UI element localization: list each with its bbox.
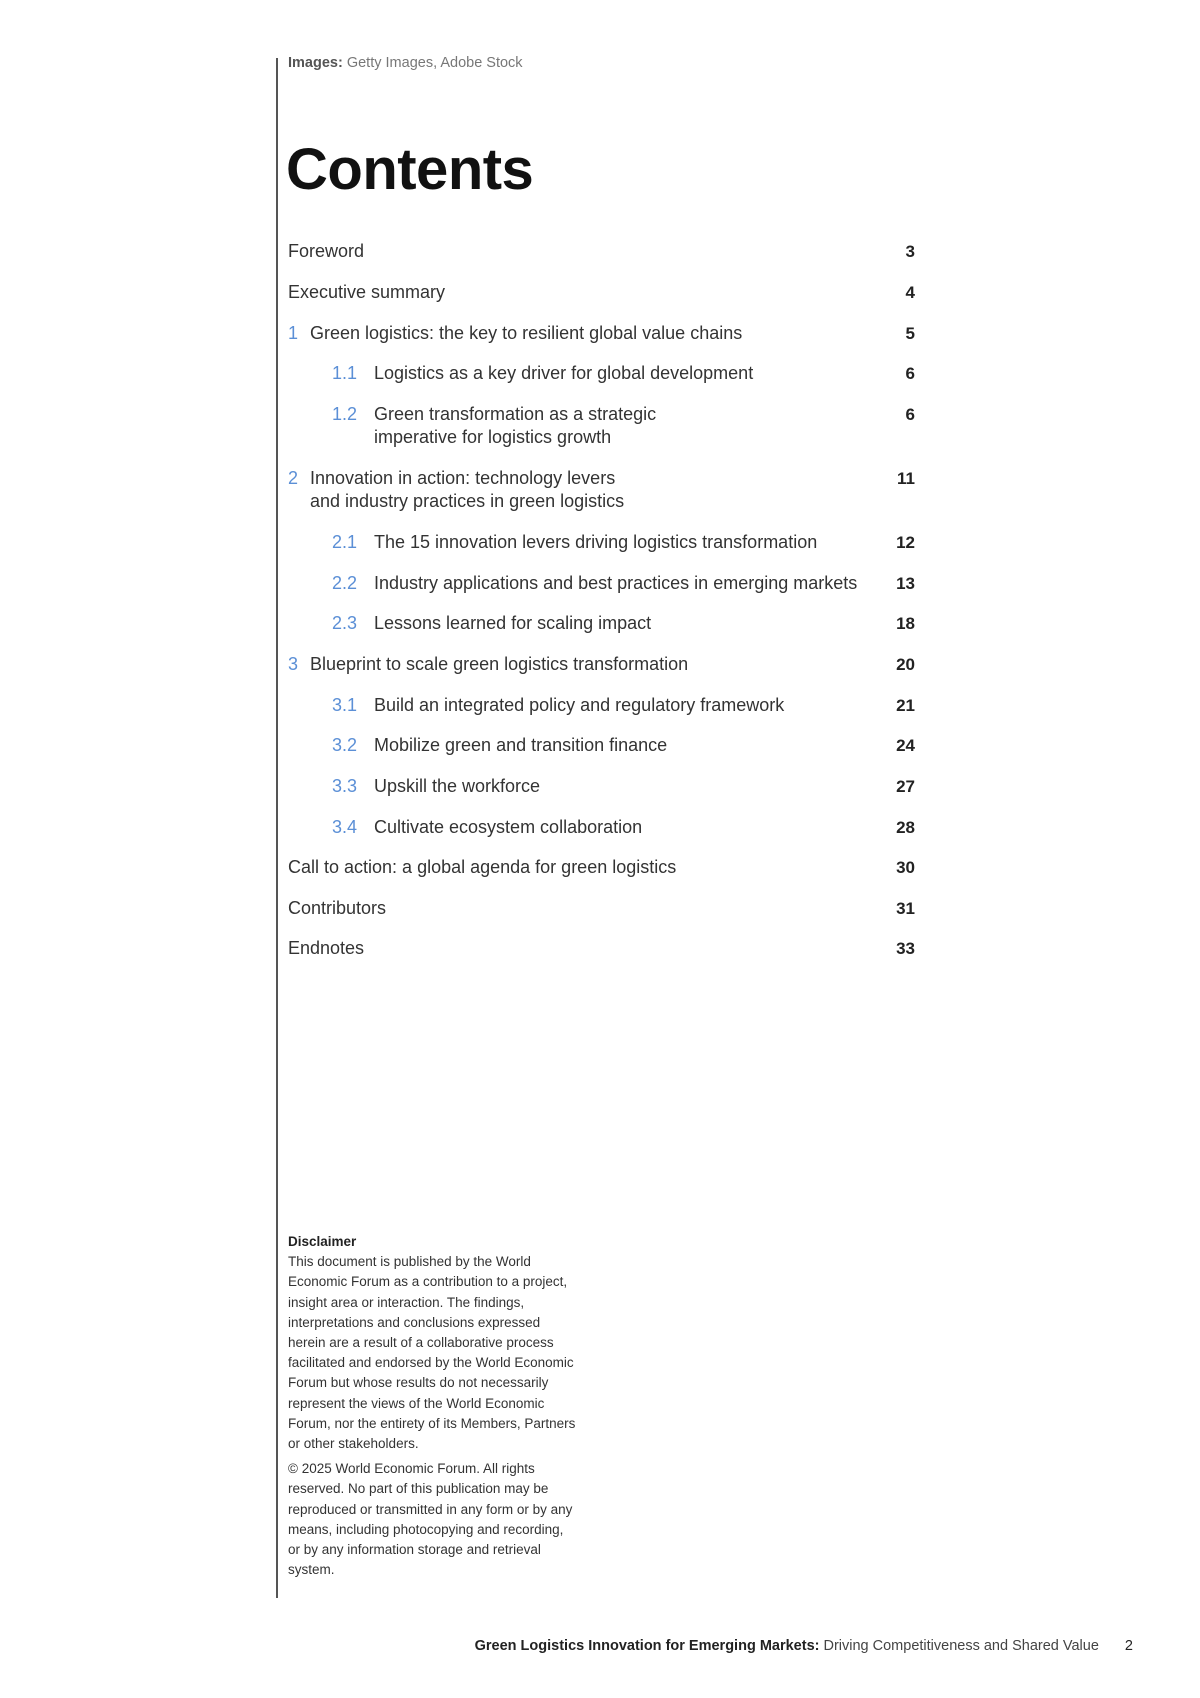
toc-entry-title-line: Call to action: a global agenda for green logistics [288,857,677,877]
toc-entry-title-line: Upskill the workforce [374,776,541,796]
toc-entry-title-line: Contributors [288,898,387,918]
toc-entry-title-line: Green transformation as a strategic [374,404,657,424]
toc-entry-number: 2.1 [332,532,358,552]
toc-entry[interactable] [288,612,924,635]
toc-entry-title [374,403,656,449]
toc-entry-title [310,467,624,513]
toc-entry-title-line: imperative for logistics growth [374,427,612,447]
toc-entry-title-line: Build an integrated policy and regulatory framework [374,695,785,715]
toc-entry[interactable] [288,322,924,345]
toc-entry-title-line: Innovation in action: technology levers [310,468,616,488]
toc-entry-title [374,816,642,839]
toc-entry-title [288,281,445,304]
footer-title-rest: Driving Competitiveness and Shared Value [823,1638,1099,1654]
margin-rule [276,58,278,1598]
toc-entry-title [288,240,364,263]
toc-entry-page: 30 [896,858,915,877]
toc-entry[interactable] [288,897,924,920]
toc-entry-title-line: and industry practices in green logistics [310,491,625,511]
toc-entry-number: 3.2 [332,735,358,755]
toc-entry-number: 1 [288,323,299,343]
toc-entry-page: 28 [896,818,915,837]
toc-entry[interactable] [288,775,924,798]
toc-entry-number: 2 [288,468,299,488]
disclaimer-heading: Disclaimer [288,1234,357,1249]
page-title: Contents [286,137,534,202]
toc-entry[interactable] [288,856,924,879]
toc-entry-page: 24 [896,736,915,755]
toc-entry-number: 3.4 [332,817,358,837]
toc-entry-title-line: The 15 innovation levers driving logistics transformation [374,532,818,552]
toc-entry[interactable] [288,531,924,554]
toc-entry-number: 3.1 [332,695,358,715]
toc-entry-title-line: Lessons learned for scaling impact [374,613,652,633]
toc-entry-page: 13 [896,574,915,593]
toc-entry-title-line: Blueprint to scale green logistics transformation [310,654,689,674]
toc-entry[interactable] [288,403,924,449]
toc-entry-title [374,362,753,385]
toc-entry-title-line: Logistics as a key driver for global development [374,363,754,383]
toc-entry-page: 20 [896,655,915,674]
toc-entry-page: 31 [896,899,915,918]
toc-entry[interactable] [288,694,924,717]
toc-entry-number: 2.3 [332,613,358,633]
page-number: 2 [1124,1638,1133,1654]
toc-entry-title [310,322,742,345]
toc-entry-number: 1.2 [332,404,358,424]
toc-entry-page: 6 [905,405,915,424]
toc-entry-page: 27 [896,777,915,796]
toc-entry-page: 33 [896,939,915,958]
toc-entry-page: 3 [905,242,915,261]
toc-entry-page: 18 [896,614,915,633]
toc-entry-title-line: Mobilize green and transition finance [374,735,668,755]
toc-entry-title [374,612,651,635]
toc-entry-title-line: Cultivate ecosystem collaboration [374,817,643,837]
toc-entry-title [310,653,688,676]
toc-entry[interactable] [288,281,924,304]
toc-entry[interactable] [288,734,924,757]
toc-entry-page: 5 [905,324,915,343]
toc-entry-title-line: Green logistics: the key to resilient global value chains [310,323,743,343]
image-credits-value: Getty Images, Adobe Stock [346,55,523,71]
toc-entry-number: 3 [288,654,299,674]
toc-entry-title [374,775,540,798]
page-footer [0,1638,1133,1654]
toc-entry-number: 3.3 [332,776,358,796]
toc-entry-title-line: Foreword [288,241,365,261]
image-credits [288,55,523,71]
toc-entry[interactable] [288,240,924,263]
toc-entry[interactable] [288,816,924,839]
toc-entry-title-line: Industry applications and best practices in emerging markets [374,573,858,593]
image-credits-label: Images: [288,55,343,71]
toc-entry-page: 11 [897,469,915,488]
toc-entry-number: 1.1 [332,363,358,383]
toc-entry-title [288,897,386,920]
toc-entry-page: 4 [905,283,915,302]
toc-entry[interactable] [288,362,924,385]
toc-entry[interactable] [288,937,924,960]
copyright-notice: © 2025 World Economic Forum. All rights reserved. No part of this publication may be reproduced or transmitted in any form or by any means, including photocopying and recording, or by any information storage and retrieval system. [288,1461,573,1578]
toc-entry-title [374,531,817,554]
disclaimer-body: This document is published by the World Economic Forum as a contribution to a project, insight area or interaction. The findings, interpretations and conclusions expressed herein are a result of a collaborative process facilitated and endorsed by the World Economic Forum but whose results do not necessarily represent the views of the World Economic Forum, nor the entirety of its Members, Partners or other stakeholders. [288,1254,576,1452]
footer-title-bold: Green Logistics Innovation for Emerging Markets: [474,1638,820,1654]
toc-entry-title-line: Executive summary [288,282,446,302]
toc-entry[interactable] [288,572,924,595]
toc-entry-number: 2.2 [332,573,358,593]
toc-entry-title-line: Endnotes [288,938,365,958]
toc-entry-title [374,734,667,757]
toc-entry-title [374,572,857,595]
toc-entry[interactable] [288,467,924,513]
toc-entry-title [288,856,676,879]
disclaimer [288,1232,578,1580]
toc-entry-page: 6 [905,364,915,383]
toc-entry[interactable] [288,653,924,676]
toc-entry-title [374,694,784,717]
toc-entry-page: 12 [896,533,915,552]
toc-entry-page: 21 [896,696,915,715]
toc-entry-title [288,937,364,960]
